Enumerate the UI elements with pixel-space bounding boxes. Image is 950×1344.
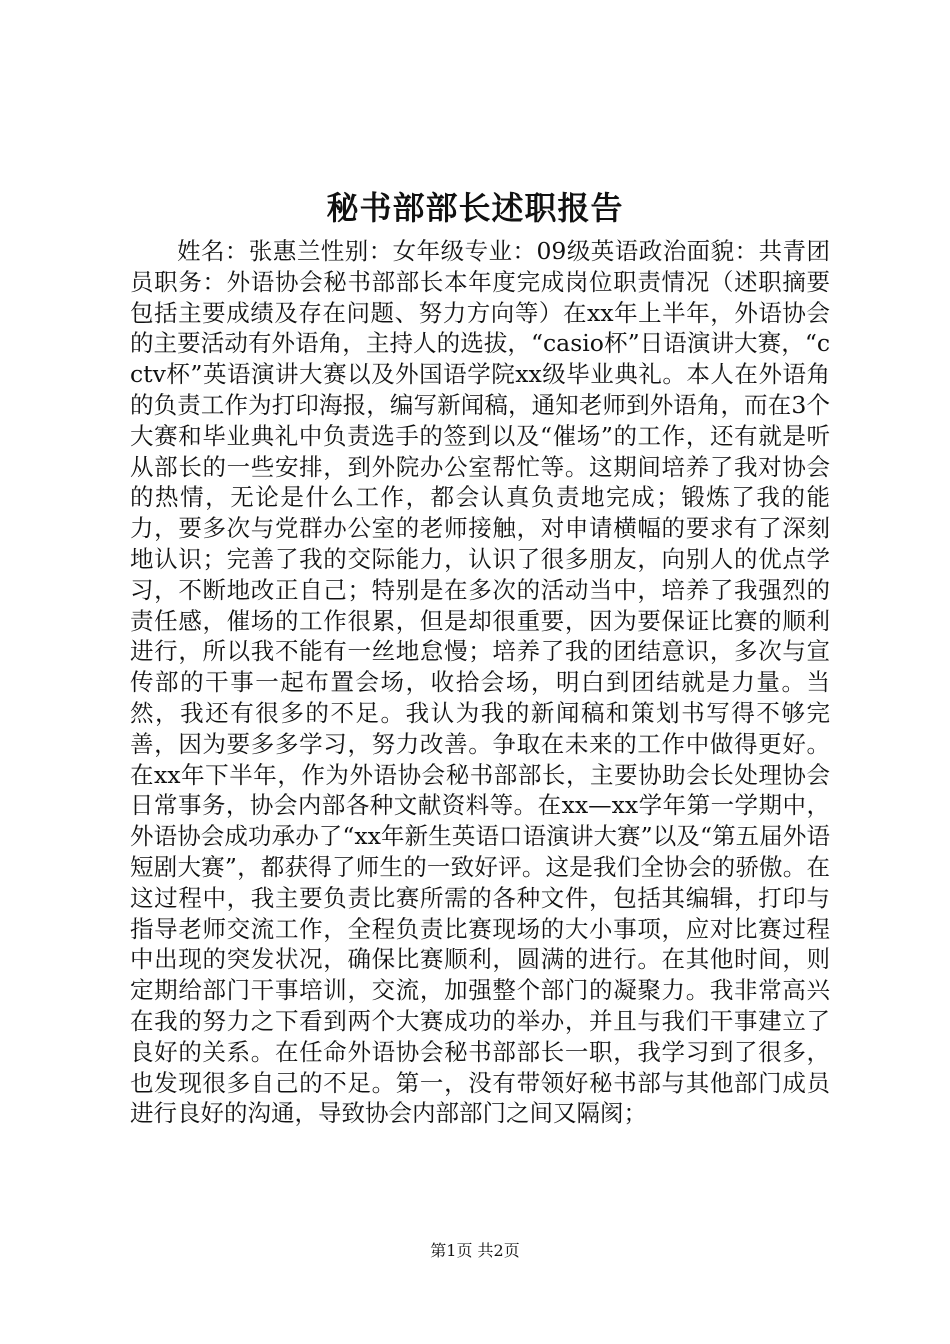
document-body-paragraph: 姓名：张惠兰性别：女年级专业：09级英语政治面貌：共青团员职务：外语协会秘书部部长本年度完成岗位职责情况（述职摘要包括主要成绩及存在问题、努力方向等）在xx年上半年，外语协会的主要活动有外语角，主持人的选拔，“casio杯”日语演讲大赛，“cctv杯”英语演讲大赛以及外国语学院xx级毕业典礼。本人在外语角的负责工作为打印海报，编写新闻稿，通知老师到外语角，而在3个大赛和毕业典礼中负责选手的签到以及“催场”的工作，还有就是听从部长的一些安排，到外院办公室帮忙等。这期间培养了我对协会的热情，无论是什么工作，都会认真负责地完成；锻炼了我的能力，要多次与党群办公室的老师接触，对申请横幅的要求有了深刻地认识；完善了我的交际能力，认识了很多朋友，向别人的优点学习，不断地改正自己；特别是在多次的活动当中，培养了我强烈的责任感，催场的工作很累，但是却很重要，因为要保证比赛的顺利进行，所以我不能有一丝地怠慢；培养了我的团结意识，多次与宣传部的干事一起布置会场，收拾会场，明白到团结就是力量。当然，我还有很多的不足。我认为我的新闻稿和策划书写得不够完善，因为要多多学习，努力改善。争取在未来的工作中做得更好。在xx年下半年，作为外语协会秘书部部长，主要协助会长处理协会日常事务，协会内部各种文献资料等。在xx—xx学年第一学期中，外语协会成功承办了“xx年新生英语口语演讲大赛”以及“第五届外语短剧大赛”，都获得了师生的一致好评。这是我们全协会的骄傲。在这过程中，我主要负责比赛所需的各种文件，包括其编辑，打印与指导老师交流工作，全程负责比赛现场的大小事项，应对比赛过程中出现的突发状况，确保比赛顺利，圆满的进行。在其他时间，则定期给部门干事培训，交流，加强整个部门的凝聚力。我非常高兴在我的努力之下看到两个大赛成功的举办，并且与我们干事建立了良好的关系。在任命外语协会秘书部部长一职，我学习到了很多，也发现很多自己的不足。第一，没有带领好秘书部与其他部门成员进行良好的沟通，导致协会内部部门之间又隔阂；	[130, 237, 830, 1128]
document-title: 秘书部部长述职报告	[326, 189, 624, 227]
page-number-footer: 第1页 共2页	[430, 1241, 520, 1260]
